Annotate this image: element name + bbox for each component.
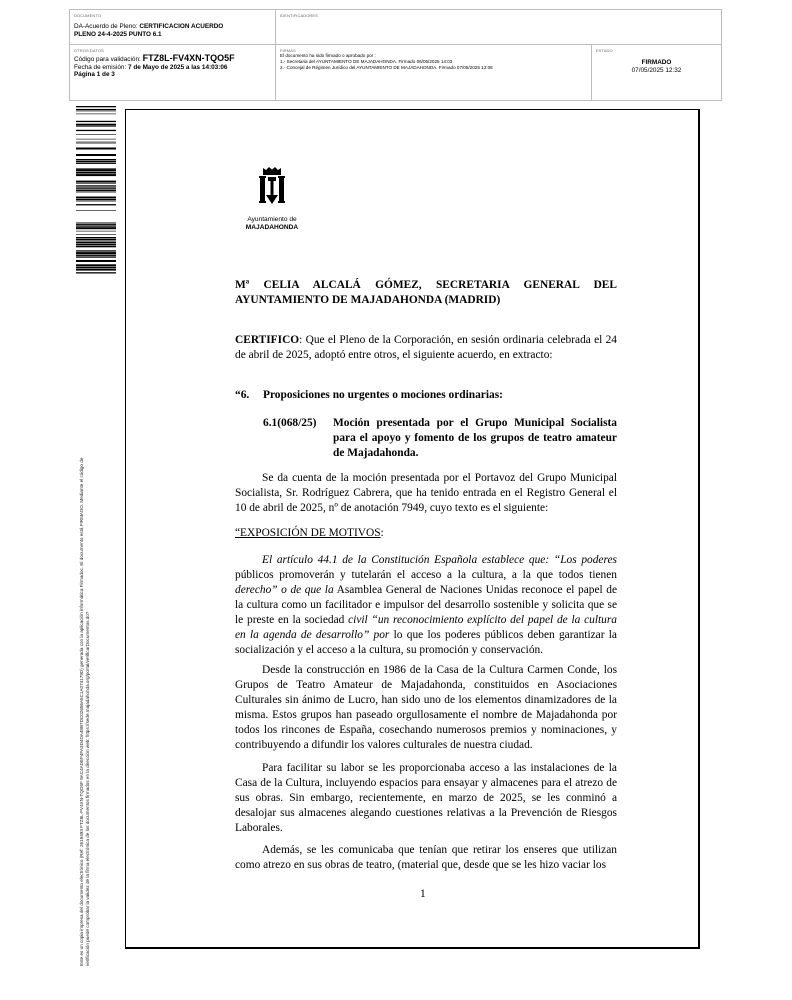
paragraph-4: Además, se les comunicaba que tenían que retirar los enseres que utilizan como atrezo en sus obras de teatro, (material que, desde que se les hizo vaciar los bbox=[235, 844, 617, 871]
section-title: Proposiciones no urgentes o mociones ordinarias: bbox=[263, 389, 503, 401]
documento-label: DOCUMENTO bbox=[74, 13, 102, 18]
estado-label: ESTADO bbox=[596, 48, 613, 53]
certifico-label: CERTIFICO bbox=[235, 334, 300, 346]
documento-value bbox=[74, 23, 272, 39]
estado-status: FIRMADO bbox=[641, 59, 672, 66]
barcode-icon bbox=[76, 106, 116, 276]
firma-2: 2.- Concejal de Régimen Jurídico del AYUNTAMIENTO DE MAJADAHONDA. Firmado 07/05/2025 12:06 bbox=[280, 65, 493, 71]
firmas-label: FIRMAS bbox=[280, 48, 296, 53]
estado-value bbox=[592, 59, 721, 75]
fecha-emision: 7 de Mayo de 2025 a las 14:03:06 bbox=[128, 63, 228, 71]
identificadores-label: IDENTIFICADORES bbox=[280, 13, 318, 18]
intro-paragraph: Se da cuenta de la moción presentada por el Portavoz del Grupo Municipal Socialista, Sr. Rodríguez Cabrera, que ha tenido entrada en el Registro General el 10 de abril de 2025, nº de anotación 7949, cuyo texto es el siguiente: bbox=[235, 472, 617, 514]
document-header bbox=[69, 9, 722, 101]
section-number: “6. bbox=[235, 389, 250, 401]
side-text-line1: Este es un copia impresa del documento electrónico (Ref: 2619493 FTZ8L-FV4XN-TQO5F 9AC4ADEF4FA3D4DA48B7DC02656A5C1A074179D) generada con la aplicación informática Firmadoc. El documento está FIRMADO. Mediante el código de bbox=[79, 457, 84, 966]
documento-line1: DA-Acuerdo de Pleno: bbox=[74, 23, 140, 30]
p1-normal-3: lo que los poderes públicos deben garantizar la socialización y el acceso a la cultura, su promoción y conservación. bbox=[235, 629, 617, 656]
documento-cell bbox=[70, 10, 276, 45]
firmas-value bbox=[280, 53, 590, 72]
paragraph-1 bbox=[235, 553, 617, 658]
logo-caption bbox=[236, 216, 308, 231]
validation-code: FTZ8L-FV4XN-TQO5F bbox=[142, 53, 235, 63]
exposicion-title: “EXPOSICIÓN DE MOTIVOS bbox=[235, 527, 381, 539]
documento-line2: PLENO 24-4-2025 PUNTO 6.1 bbox=[74, 31, 162, 38]
logo-line2: MAJADAHONDA bbox=[245, 223, 299, 231]
otros-label: OTROS DATOS bbox=[74, 48, 104, 53]
logo-line1: Ayuntamiento de bbox=[247, 216, 297, 223]
p1-normal-1: públicos promoverán y tutelarán el acceso a la cultura, a la que todos tienen bbox=[235, 569, 617, 581]
side-verification-text bbox=[79, 306, 91, 966]
estado-fecha: 07/05/2025 12:32 bbox=[631, 67, 682, 74]
documento-line1-bold: CERTIFICACION ACUERDO bbox=[139, 23, 224, 30]
p1-italic-2: derecho” o de que la bbox=[235, 584, 334, 596]
otros-value bbox=[74, 55, 274, 79]
certifico-text: : Que el Pleno de la Corporación, en sesión ordinaria celebrada el 24 de abril de 2025, adoptó entre otros, el siguiente acuerdo, en extracto: bbox=[235, 334, 617, 361]
item-number: 6.1(068/25) bbox=[263, 417, 317, 429]
page-number: 1 bbox=[420, 888, 426, 900]
side-text-line2: verificación puede comprobar la validez de la firma electrónica de los documentos firmados en la dirección web: https://sede.majadahonda.org/portal/verificarDocumentos.do? bbox=[85, 611, 91, 966]
exposicion-heading bbox=[235, 526, 384, 541]
pagina-info: Página 1 de 3 bbox=[74, 71, 115, 79]
p1-italic-3: civil “un reconocimiento explícito del papel de la cultura en la agenda de desarrollo” por bbox=[235, 614, 617, 641]
paragraph-2: Desde la construcción en 1986 de la Casa de la Cultura Carmen Conde, los Grupos de Teatro Amateur de Majadahonda, constituidos en Asociaciones Culturales sin ánimo de Lucro, han sido uno de los elementos dinamizadores de la misma. Estos grupos han paseado orgullosamente el nombre de Majadahonda por todos los rincones de España, cosechando numerosos premios y nominaciones, y contribuyendo a difundir los valores culturales de nuestra ciudad. bbox=[235, 664, 617, 751]
estado-cell bbox=[592, 45, 721, 100]
firmas-intro: El documento ha sido firmado o aprobado por : bbox=[280, 53, 376, 58]
fecha-prefix: Fecha de emisión: bbox=[74, 63, 128, 71]
codigo-prefix: Código para validación: bbox=[74, 56, 143, 63]
exposicion-colon: : bbox=[380, 527, 384, 539]
page-title: Mª CELIA ALCALÁ GÓMEZ, SECRETARIA GENERAL DEL AYUNTAMIENTO DE MAJADAHONDA (MADRID) bbox=[235, 279, 617, 306]
item-title: Moción presentada por el Grupo Municipal Socialista para el apoyo y fomento de los grupos de teatro amateur de Majadahonda. bbox=[333, 417, 617, 459]
town-hall-crest-icon bbox=[236, 166, 308, 214]
firmas-cell bbox=[276, 45, 592, 100]
otros-datos-cell bbox=[70, 45, 276, 100]
p1-normal-2: Asamblea General de Naciones Unidas reconoce el papel de la cultura como un facilitador e impulsor del desarrollo sostenible y solicita que se le preste en la sociedad bbox=[235, 584, 617, 626]
p1-italic-1: El artículo 44.1 de la Constitución Española establece que: “Los poderes bbox=[262, 554, 617, 566]
identificadores-cell bbox=[276, 10, 721, 45]
certifico-paragraph bbox=[235, 333, 617, 363]
firma-1: 1.- Secretaria del AYUNTAMIENTO DE MAJADAHONDA. Firmado 06/05/2025 14:03 bbox=[280, 59, 453, 65]
paragraph-3: Para facilitar su labor se les proporcionaba acceso a las instalaciones de la Casa de la Cultura, incluyendo espacios para ensayar y almacenes para el atrezo de sus obras. Sin embargo, recientemente, en marzo de 2025, se les conminó a desalojar sus almacenes alegando cuestiones relativas a la Prevención de Riesgos Laborales. bbox=[235, 762, 617, 834]
